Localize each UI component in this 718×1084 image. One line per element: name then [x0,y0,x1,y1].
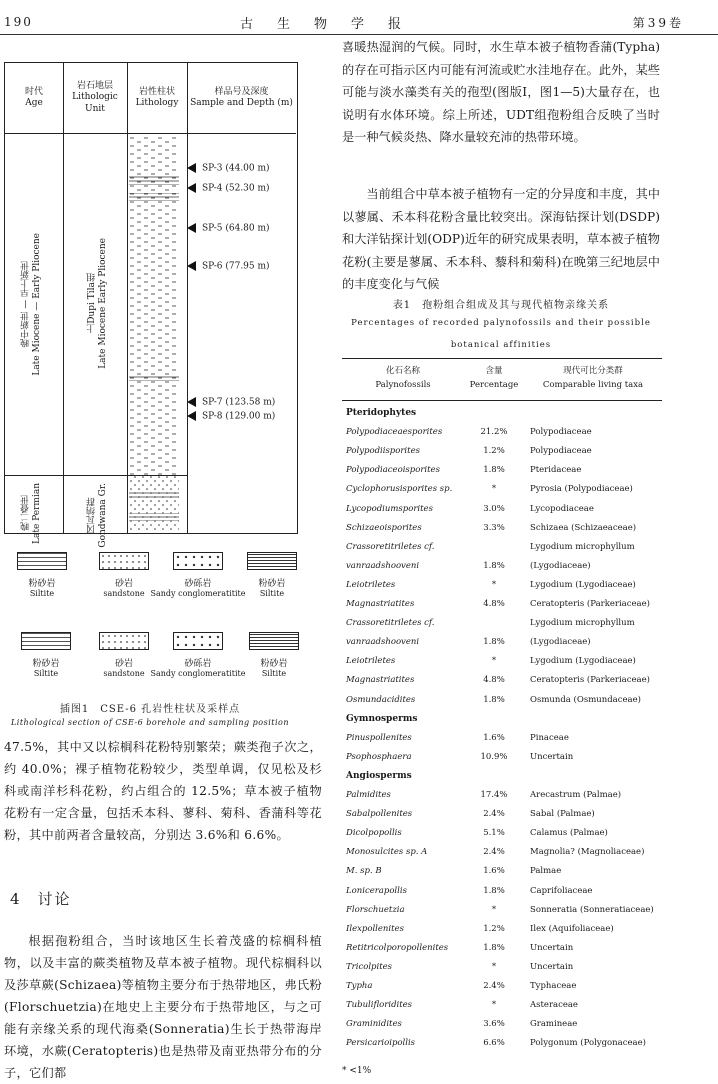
percentage-cell: 1.8% [483,694,505,705]
legend-label-cn: 砂砾岩 [184,659,212,669]
age-upper-label [19,233,42,376]
fossil-name-cell: vanraadshooveni [346,560,420,571]
legend-label-en: Siltite [33,669,59,678]
figure-caption-en: Lithological section of CSE-6 borehole and sampling position [10,718,290,727]
fossil-name-cell: Florschuetzia [346,904,405,915]
sample-arrow-icon [187,397,196,407]
sample-marker [187,397,275,408]
percentage-cell: * [491,484,497,495]
percentage-cell: * [491,904,497,915]
unit-upper-cn: 上Dupi Tila组 [87,273,97,334]
col3-head-cn: 现代可比分类群 [563,366,623,376]
table-row [342,828,662,846]
percentage-cell: 1.8% [483,942,505,953]
fossil-name-cell: Ilexpollenites [346,923,404,934]
table-row [342,866,662,884]
percentage-cell: 1.8% [483,560,505,571]
fossil-name-cell: Lycopodiumsporites [346,503,433,514]
fossil-name-cell: Psophosphaera [346,751,412,762]
sample-label: SP-4 (52.30 m) [202,183,270,194]
fossil-name-cell: Monosulcites sp. A [346,847,428,858]
legend-label-cn: 粉砂岩 [32,659,60,669]
siltite-swatch [17,552,67,570]
table-row [342,675,662,693]
legend-item [150,632,246,678]
left-paragraph-2: 根据孢粉组合，当时该地区生长着茂盛的棕榈科植物，以及丰富的蕨类植物及草本被子植物。现代棕榈科以及莎草蕨(Schizaea)等植物主要分布于热带地区，弗氏粉(Florschuetzia)在地史上主要分布于热带地区，与之可能有亲缘关系的现代海桑(Sonneratia)生长于热带海岸环境，水蕨(Ceratopteris)也是热带及南亚热带分布的分子，它们都 [4,934,322,1080]
unit-head-en1: Lithologic [72,92,118,103]
percentage-cell: 6.6% [483,1038,505,1049]
fossil-name-cell: Retitricolporopollenites [346,942,449,953]
living-taxa-cell: Uncertain [530,942,574,953]
sample-label: SP-8 (129.00 m) [202,411,276,422]
sample-label: SP-3 (44.00 m) [202,163,270,174]
sandstone-swatch [99,552,149,570]
table-row [342,790,662,808]
table-row [342,847,662,865]
fossil-name-cell: Crassoretitriletes cf. [346,541,435,552]
living-taxa-cell: Pteridaceae [530,465,582,476]
legend-label-en: Sandy conglomeratitite [150,669,246,678]
percentage-cell: * [491,656,497,667]
sample-arrow-icon [187,261,196,271]
sample-arrow-icon [187,183,196,193]
age-head-cn: 时代 [24,86,43,97]
living-taxa-cell: (Lygodiaceae) [530,560,591,571]
living-taxa-cell: Palmae [530,866,562,877]
fossil-name-cell: Crassoretitriletes cf. [346,618,435,629]
fossil-name-cell: Sabalpollenites [346,809,413,820]
legend-label-en: Siltite [29,589,55,598]
age-head-en: Age [25,98,43,108]
living-taxa-cell: Uncertain [530,751,574,762]
col-head-unit [63,63,128,134]
living-taxa-cell: Uncertain [530,961,574,972]
living-taxa-cell: Osmunda (Osmundaceae) [530,694,641,705]
conglomerate-swatch [173,552,223,570]
percentage-cell: 2.4% [483,809,505,820]
living-taxa-cell: Ilex (Aquifoliaceae) [530,923,614,934]
percentage-cell: 3.0% [483,503,505,514]
fossil-name-cell: Typha [346,981,373,991]
living-taxa-cell: Typhaceae [530,981,577,991]
fossil-name-cell: Polypodiaceaesporites [346,427,443,438]
legend-label-cn: 粉砂岩 [260,659,288,669]
percentage-cell: 4.8% [483,675,505,686]
col-head-age [5,63,64,134]
percentage-cell: 1.6% [483,732,505,743]
sample-label: SP-7 (123.58 m) [202,397,276,408]
sample-arrow-icon [187,411,196,421]
fossil-name-cell: Dicolpopollis [346,828,402,839]
table-row [342,962,662,980]
percentage-cell: 2.4% [483,981,505,991]
table-row [342,905,662,923]
fossil-name-cell: Persicarioipollis [346,1038,416,1049]
age-upper-en: Late Miocene — Early Pliocene [32,233,42,376]
percentage-cell: 1.8% [483,465,505,476]
right-paragraph-2: 当前组合中草本被子植物有一定的分异度和丰度，其中以蓼属、禾本科花粉含量比较突出。深海钻探计划(DSDP)和大洋钻探计划(ODP)近年的研究成果表明，草本被子植物花粉(主要是蓼属、禾本科、藜科和菊科)在晚第三纪地层中的丰度变化与气候 [342,187,660,291]
fossil-name-cell: Pinuspollenites [346,732,412,743]
legend-label-en: Siltite [261,669,287,678]
col3-head-en: Comparable living taxa [542,380,644,390]
percentage-cell: * [491,961,497,972]
table-header-taxa [524,364,662,392]
percentage-cell: 4.8% [483,599,505,609]
table-row [342,656,662,674]
table-header-rule [342,400,662,401]
table-group-heading: Pteridophytes [346,408,417,418]
lith-head-cn: 岩性柱状 [138,86,175,97]
fossil-name-cell: Schizaeoisporites [346,522,422,533]
living-taxa-cell: Gramineae [530,1019,578,1030]
legend-label-en: Sandy conglomeratitite [150,589,246,598]
age-lower-cn: 晚二叠世 [21,495,31,532]
sample-head-cn: 样品号及深度 [214,86,269,97]
age-upper-cn: 晚中新世 — 早上新世 [21,260,31,348]
table-row [342,618,662,636]
living-taxa-cell: Polypodiaceae [530,446,592,457]
percentage-cell: 21.2% [480,427,508,438]
table-row [342,1019,662,1037]
percentage-cell: * [491,1000,497,1011]
living-taxa-cell: Lygodium microphyllum [530,541,635,552]
unit-upper-label [85,238,108,369]
living-taxa-cell: Schizaea (Schizaeaceae) [530,522,637,533]
percentage-cell: 1.8% [483,637,505,648]
sample-arrow-icon [187,163,196,173]
table-row [342,504,662,522]
legend-label-en: sandstone [103,589,145,598]
unit-lower-cn: 冈瓦纳群 [87,497,97,534]
section-heading [10,888,72,909]
age-lower-label [19,483,42,544]
percentage-cell: * [491,579,497,590]
col1-head-cn: 化石名称 [385,366,420,376]
fossil-name-cell: Tricolpites [346,961,393,972]
legend-label-cn: 粉砂岩 [258,579,286,589]
table-row [342,561,662,579]
table-row [342,542,662,560]
unit-lower-label [85,483,108,548]
col-head-lithology [127,63,188,134]
percentage-cell: 17.4% [480,790,508,800]
sample-head-en: Sample and Depth (m) [190,98,293,108]
journal-title: 古生物学报 [240,17,426,32]
fossil-name-cell: Osmundacidites [346,694,416,705]
living-taxa-cell: Lycopodiaceae [530,503,594,514]
table-row [342,580,662,598]
conglomerate-swatch [173,632,223,650]
table-caption-en-2: botanical affinities [450,340,552,350]
siltite-swatch [249,632,299,650]
table-row [342,981,662,999]
section-number: 4 [10,890,22,908]
volume-label: 第39卷 [632,16,684,30]
fossil-name-cell: Cyclophorusisporites sp. [346,484,453,495]
percentage-cell: 1.2% [483,446,505,457]
left-paragraph-1: 47.5%，其中又以棕榈科花粉特别繁荣；蕨类孢子次之，约 40.0%；裸子植物花粉较少，类型单调，仅见松及杉科或南洋杉科花粉，约占组合的 12.5%；草本被子植物花粉有一定含量，包括禾本科、蓼科、菊科、香蒲科等花粉，其中前两者含量较高，分别达 3.6%和 6.6%。 [4,740,322,842]
fossil-name-cell: Leiotriletes [346,656,396,667]
fossil-name-cell: Polypodiaceoisporites [346,465,440,476]
living-taxa-cell: Asteraceae [530,1000,578,1011]
fossil-name-cell: M. sp. B [346,866,382,877]
percentage-cell: 3.6% [483,1019,505,1030]
living-taxa-cell: Calamus (Palmae) [530,828,608,839]
fossil-name-cell: Leiotriletes [346,579,396,590]
unit-upper-en: Late Miocene Early Pliocene [98,238,108,369]
percentage-cell: 1.6% [483,866,505,877]
fossil-name-cell: Polypodiisporites [346,446,420,457]
legend-item [150,552,246,598]
legend-item [14,552,70,598]
legend-item [96,552,152,598]
fossil-name-cell: Magnastriatites [346,675,415,686]
legend-label-cn: 砂岩 [114,579,133,589]
fossil-name-cell: Lonicerapollis [346,885,407,896]
table-row [342,446,662,464]
table-footnote: * <1% [342,1066,372,1076]
table-row [342,599,662,617]
living-taxa-cell: Pyrosia (Polypodiaceae) [530,484,633,495]
page-header [0,12,718,35]
table-row [342,1000,662,1018]
siltite-swatch [247,552,297,570]
age-lower-en: Late Permian [32,483,42,545]
table-row [342,695,662,713]
right-paragraph-1: 喜暖热湿润的气候。同时，水生草本被子植物香蒲(Typha)的存在可指示区内可能有河流或贮水洼地存在。此外，某些可能与淡水藻类有关的孢型(图版I，图1—5)大量存在，也说明有水体环境。综上所述，UDT组孢粉组合反映了当时是一种气候炎热、降水量较充沛的热带环境。 [342,40,660,144]
col-head-sample [187,63,296,134]
column-divider [127,133,128,533]
table-row [342,886,662,904]
table-row [342,1038,662,1056]
table-row [342,523,662,541]
lithology-column [129,135,179,531]
fossil-name-cell: Magnastriatites [346,599,415,609]
table-header-fossil [342,364,464,392]
table-header-percentage [464,364,524,392]
sample-arrow-icon [187,223,196,233]
fossil-name-cell: Tubulifloridites [346,1000,413,1011]
living-taxa-cell: Lygodium (Lygodiaceae) [530,656,636,667]
percentage-cell: 10.9% [480,751,508,762]
column-divider [63,133,64,533]
living-taxa-cell: Pinaceae [530,732,569,743]
living-taxa-cell: Polygonum (Polygonaceae) [530,1038,646,1049]
legend-item [96,632,152,678]
section-title: 讨论 [37,890,72,908]
living-taxa-cell: Lygodium microphyllum [530,618,635,629]
fossil-name-cell: Graminidites [346,1019,402,1030]
legend-label-cn: 砂岩 [114,659,133,669]
table-row [342,924,662,942]
percentage-cell: 1.2% [483,923,505,934]
table-row [342,484,662,502]
lithology-figure [4,62,298,548]
table-top-rule [342,358,662,359]
unit-head-en2: Unit [85,103,105,114]
legend-label-en: sandstone [103,669,145,678]
sample-marker [187,411,275,422]
figure-caption-cn: 插图1 CSE-6 孔岩性柱状及采样点 [59,704,241,715]
fossil-name-cell: vanraadshooveni [346,637,420,648]
living-taxa-cell: Sabal (Palmae) [530,809,595,820]
living-taxa-cell: Arecastrum (Palmae) [530,790,622,800]
table-group-heading: Gymnosperms [346,713,418,724]
living-taxa-cell: Magnolia? (Magnoliaceae) [530,847,645,858]
percentage-cell: 3.3% [483,522,505,533]
col2-head-cn: 含量 [485,366,503,376]
sample-marker [187,261,270,272]
table-caption-en-1: Percentages of recorded palynofossils and their possible [351,318,651,328]
col2-head-en: Percentage [469,380,519,390]
fossil-name-cell: Palmidites [346,790,391,800]
sample-label: SP-5 (64.80 m) [202,223,270,234]
sample-marker [187,163,270,174]
table-row [342,752,662,770]
legend-label-cn: 粉砂岩 [28,579,56,589]
legend-label-cn: 砂砾岩 [184,579,212,589]
unit-lower-en: Gondwana Gr. [98,483,108,548]
table-group-heading: Angiosperms [346,770,412,781]
living-taxa-cell: Caprifoliaceae [530,885,593,896]
table-row [342,427,662,445]
sample-label: SP-6 (77.95 m) [202,261,270,272]
table-caption-cn: 表1 孢粉组合组成及其与现代植物亲缘关系 [392,300,610,311]
table-row [342,637,662,655]
sample-marker [187,183,270,194]
percentage-cell: 1.8% [483,885,505,896]
table-row [342,943,662,961]
percentage-cell: 5.1% [483,828,505,839]
table-row [342,809,662,827]
living-taxa-cell: Ceratopteris (Parkeriaceae) [530,675,650,686]
living-taxa-cell: Lygodium (Lygodiaceae) [530,579,636,590]
legend-item [248,632,300,678]
living-taxa-cell: Polypodiaceae [530,427,592,438]
col1-head-en: Palynofossils [375,380,431,390]
lith-head-en: Lithology [135,98,179,108]
living-taxa-cell: Ceratopteris (Parkeriaceae) [530,599,650,609]
living-taxa-cell: (Lygodiaceae) [530,637,591,648]
percentage-cell: 2.4% [483,847,505,858]
unit-head-cn: 岩石地层 [76,81,113,92]
legend-item [246,552,298,598]
legend-item [18,632,74,678]
table-row [342,465,662,483]
table-row [342,733,662,751]
sample-marker [187,223,270,234]
legend-label-en: Siltite [259,589,285,598]
page-number: 190 [4,15,33,29]
siltite-swatch [21,632,71,650]
sandstone-swatch [99,632,149,650]
living-taxa-cell: Sonneratia (Sonneratiaceae) [530,904,654,915]
